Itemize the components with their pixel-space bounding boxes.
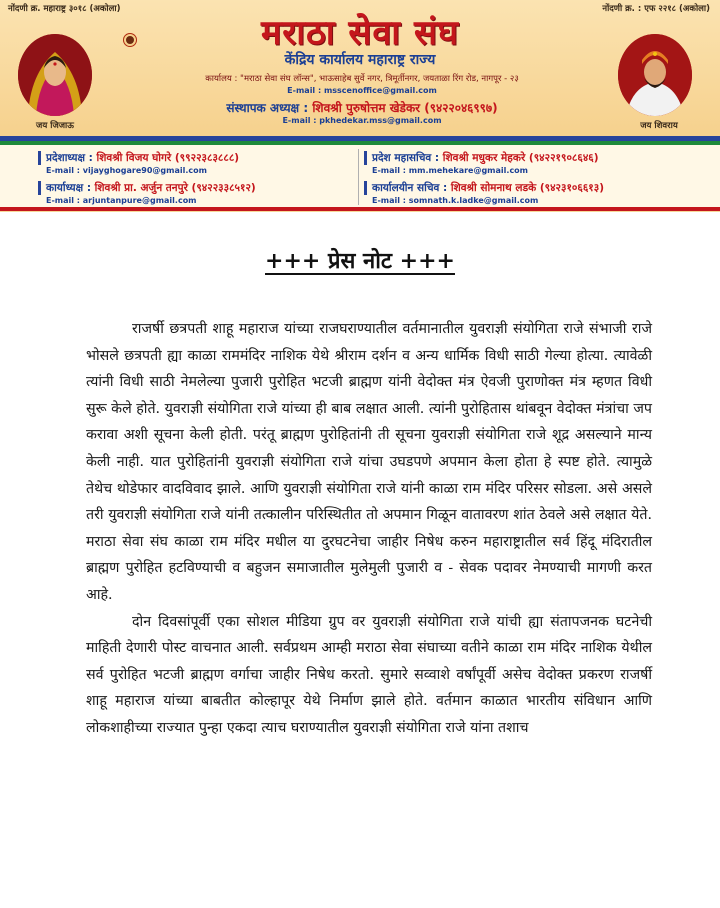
officer-email: E-mail : arjuntanpure@gmail.com [46, 196, 197, 205]
officer-general-secretary [372, 151, 599, 165]
jijau-caption: जय जिजाऊ [36, 121, 74, 131]
officer-state-president [46, 151, 239, 165]
founder-name: शिवश्री पुरुषोत्तम खेडेकर (९४२२०४६९९७) [312, 101, 498, 115]
founder-line [112, 99, 612, 116]
officer-working-president [46, 181, 256, 195]
officer-role: कार्यालयीन सचिव : [372, 182, 448, 194]
press-note-body [86, 316, 652, 742]
officer-name: शिवश्री मधुकर मेहकरे (९४२२१९०८६४६) [442, 152, 599, 164]
officer-office-secretary [372, 181, 604, 195]
letterhead [0, 0, 720, 212]
officer-marker [364, 181, 367, 195]
officer-name: शिवश्री सोमनाथ लडके (९४२३१०६६१३) [450, 182, 605, 194]
shivaji-portrait [618, 34, 692, 116]
officer-email: E-mail : somnath.k.ladke@gmail.com [372, 196, 539, 205]
officer-name: शिवश्री प्रा. अर्जुन तनपुरे (९४२२३३८५१२) [94, 182, 256, 194]
organization-subtitle: केंद्रिय कार्यालय महाराष्ट्र राज्य [284, 52, 436, 68]
officer-role: प्रदेश महासचिव : [372, 152, 440, 164]
officers-divider [358, 149, 359, 205]
officer-email: E-mail : mm.mehekare@gmail.com [372, 166, 529, 175]
press-note-title [0, 245, 720, 275]
officer-marker [38, 151, 41, 165]
paragraph: राजर्षी छत्रपती शाहू महाराज यांच्या राजघराण्यातील वर्तमानातील युवराज्ञी संयोगिता राजे संभाजी राजे भोसले छत्रपती ह्या काळा राममंदिर नाशिक येथे श्रीराम दर्शन व अन्य धार्मिक विधी साठी गेल्या होत्या. त्यावेळी त्यांनी विधी साठी नेमलेल्या पुजारी पुरोहित भटजी ब्राह्मण यांनी वेदोक्त मंत्र ऐवजी पुराणोक्त मंत्र म्हणत विधी सुरू केले होते. युवराज्ञी संयोगिता राजे यांच्या ही बाब लक्षात आली. त्यांनी पुरोहितास थांबवून वेदोक्त मंत्रांचा जप करावा अशी सूचना केली होती. परंतू ब्राह्मण पुरोहितांनी ती सूचना युवराज्ञी संयोगिता राजे शूद्र असल्याने मान्य केली नाही. यात पुरोहितांनी युवराज्ञी संयोगिता राजे यांचा उघडपणे अपमान केला होता हे स्पष्ट होते. त्यामुळे तेथेच थोडेफार वादविवाद झाले. आणि युवराज्ञी संयोगिता राजे यांनी काळा राम मंदिर परिसर सोडला. असे असले तरी युवराज्ञी संयोगिता राजे यांनी तत्कालीन परिस्थितीत तो अपमान गिळून वातावरण शांत ठेवले असे लक्षात येते. मराठा सेवा संघ काळा राम मंदिर मधील या दुरघटनेचा जाहीर निषेध करुन महाराष्ट्रातील सर्व हिंदू मंदिरातील ब्राह्मण पुरोहित हटविण्याची व बहुजन समाजातील मुलेमुली पुजारी व - सेवक पदावर नेमण्याची मागणी करत आहे. [86, 321, 652, 603]
divider-band-red [0, 207, 720, 211]
registration-number-right: नोंदणी क्र. : एफ २२१८ (अकोला) [602, 4, 710, 14]
press-note-title-text: +++ प्रेस नोट +++ [265, 248, 455, 274]
founder-label: संस्थापक अध्यक्ष : [226, 101, 309, 115]
ornament-dot [126, 36, 134, 44]
officer-role: कार्याध्यक्ष : [46, 182, 92, 194]
officer-marker [364, 151, 367, 165]
organization-name: मराठा सेवा संघ [260, 13, 460, 53]
founder-email: E-mail : pkhedekar.mss@gmail.com [282, 116, 442, 125]
office-email: E-mail : msscenoffice@gmail.com [287, 86, 437, 95]
shivaji-caption: जय शिवराय [640, 121, 678, 131]
registration-number-left: नोंदणी क्र. महाराष्ट्र ३०१८ (अकोला) [8, 4, 121, 14]
officer-email: E-mail : vijayghogare90@gmail.com [46, 166, 207, 175]
paragraph: दोन दिवसांपूर्वी एका सोशल मीडिया ग्रुप वर युवराज्ञी संयोगिता राजे यांची ह्या संतापजनक घटनेची माहिती देणारी पोस्ट वाचनात आली. सर्वप्रथम आम्ही मराठा सेवा संघाच्या वतीने काळा राम मंदिर नाशिक येथील सर्व पुरोहित भटजी ब्राह्मण वर्गाचा जाहीर निषेध करतो. सुमारे सव्वाशे वर्षांपूर्वी असेच वेदोक्त प्रकरण राजर्षी शाहू महाराज यांच्या बाबतीत कोल्हापूर येथे निर्माण झाले होते. वर्तमान काळात भारतीय संविधान आणि लोकशाहीच्या राज्यात पुन्हा एकदा त्याच घराण्यातील युवराज्ञी संयोगिता राजे यांना तशाच [86, 613, 652, 736]
officer-marker [38, 181, 41, 195]
officer-role: प्रदेशाध्यक्ष : [46, 152, 93, 164]
office-address: कार्यालय : "मराठा सेवा संघ लॉन्स", भाऊसाहेब सुर्वे नगर, त्रिमूर्तीनगर, जयताळा रिंग रोड, नागपूर - २३ [205, 74, 519, 84]
officer-name: शिवश्री विजय घोगरे (९९२२३८३८८८) [96, 152, 240, 164]
jijau-portrait [18, 34, 92, 116]
